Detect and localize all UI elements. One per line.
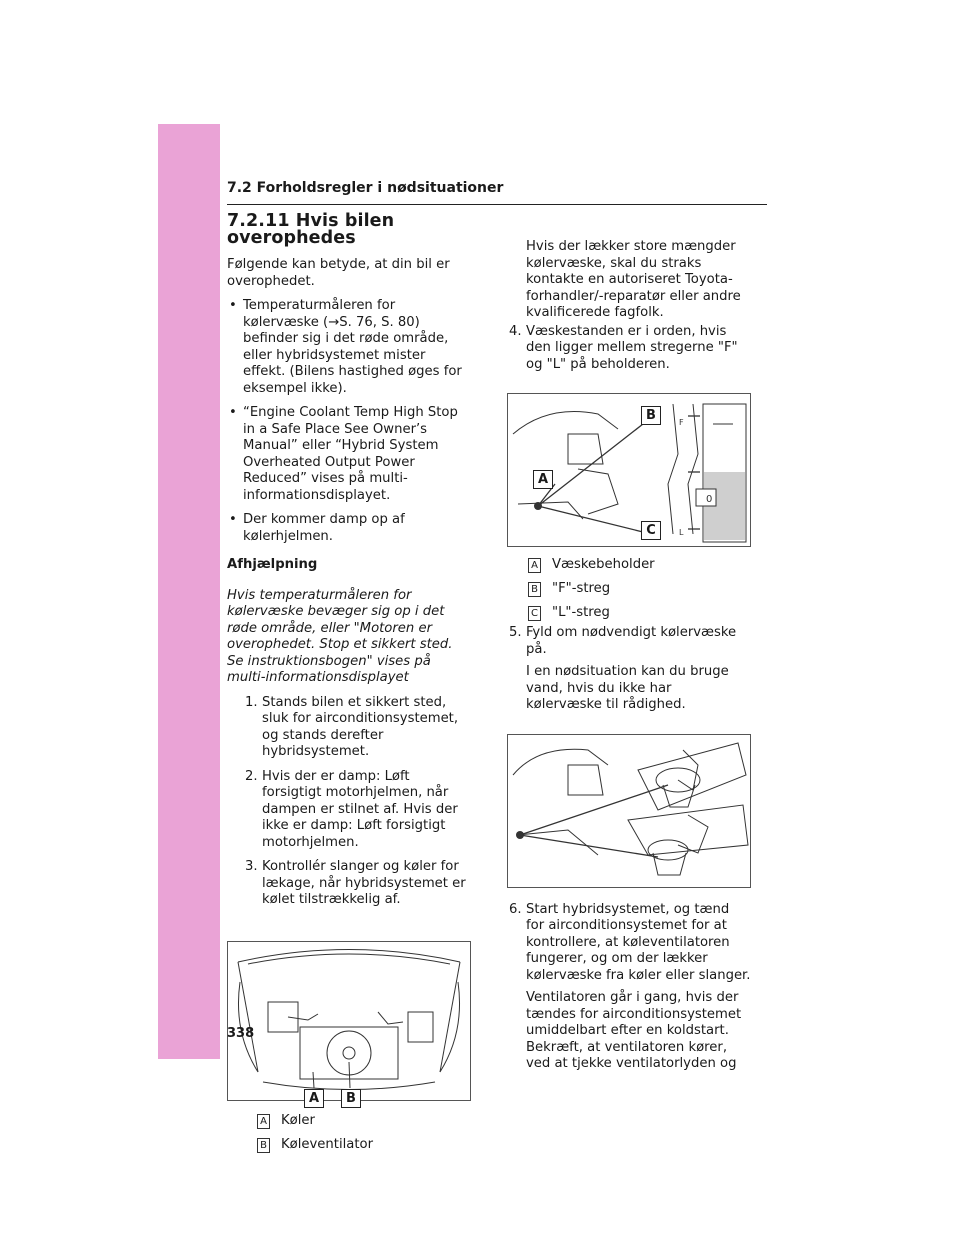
step5-note: I en nødsituation kan du bruge vand, hvis du ikke har kølervæske til rådighed.	[526, 664, 729, 712]
callout-b: B	[641, 406, 661, 425]
legend-item	[255, 1137, 471, 1155]
step-number: 5.	[509, 625, 522, 640]
legend-key: B	[528, 582, 541, 597]
section-header	[227, 178, 767, 205]
legend-label: Køleventilator	[281, 1136, 374, 1152]
svg-text:0: 0	[706, 494, 713, 505]
remedy-heading: Afhjælpning	[227, 557, 318, 572]
step-number: 1.	[245, 694, 258, 710]
legend-key: A	[528, 558, 541, 573]
intro-text: Følgende kan betyde, at din bil er overophedet.	[227, 257, 450, 289]
refill-figure	[507, 734, 751, 888]
l-mark: L	[679, 528, 684, 537]
step-number: 2.	[245, 768, 258, 784]
legend-item	[526, 581, 751, 599]
step-item	[243, 859, 471, 909]
step-text: Stands bilen et sikkert sted, sluk for airconditionsystemet, og stands derefter hybridsystemet.	[262, 694, 459, 759]
step-item	[243, 695, 471, 761]
bullet-text: “Engine Coolant Temp High Stop in a Safe Place See Owner’s Manual” eller “Hybrid System Overheated Output Power Reduced” vises på multi-informationsdisplayet.	[243, 405, 458, 503]
step6-note: Ventilatoren går i gang, hvis der tændes for airconditionsystemet umiddelbart efter en koldstart. Bekræft, at ventilatoren kører, ved at tjekke ventilatorlyden og	[526, 990, 742, 1071]
callout-b: B	[341, 1089, 361, 1108]
right-column	[507, 206, 751, 1073]
page-number: 338	[227, 1026, 255, 1041]
list-item	[227, 405, 471, 504]
radiator-illustration	[228, 942, 470, 1100]
reservoir-figure	[507, 393, 751, 547]
f-mark: F	[679, 418, 684, 427]
bullet-dot: •	[229, 405, 237, 420]
bullet-text: Temperaturmåleren for kølervæske (→S. 76, S. 80) befinder sig i det røde område, eller hybridsystemet mister effekt. (Bilens hastighed øges for eksempel ikke).	[243, 298, 462, 396]
legend-label: "L"-streg	[552, 605, 610, 620]
legend-label: Væskebeholder	[552, 557, 655, 572]
step3-continued: Hvis der lækker store mængder kølervæske, skal du straks kontakte en autoriseret Toyota-forhandler/-reparatør eller andre kvalificerede fagfolk.	[526, 239, 741, 320]
step-text: Væskestanden er i orden, hvis den ligger mellem stregerne "F" og "L" på beholderen.	[526, 323, 738, 372]
step-number: 4.	[509, 323, 522, 339]
step-text: Start hybridsystemet, og tænd for airconditionsystemet for at kontrollere, at køleventilatoren fungerer, og om der lækker kølervæske fra køler eller slanger.	[526, 901, 751, 983]
condition-text: Hvis temperaturmåleren for kølervæske bevæger sig op i det røde område, eller "Motoren er overophedet. Stop et sikkert sted. Se instruktionsbogen" vises på multi-informationsdisplayet	[227, 587, 453, 685]
legend-item	[526, 605, 751, 623]
step-item	[507, 625, 751, 658]
section-header-text: 7.2 Forholdsregler i nødsituationer	[227, 180, 504, 196]
step-number: 3.	[245, 859, 258, 874]
legend-key: C	[528, 606, 541, 621]
bullet-dot: •	[229, 298, 237, 313]
step-item	[507, 324, 751, 374]
step-text: Fyld om nødvendigt kølervæske på.	[526, 625, 737, 657]
step-item	[243, 769, 471, 852]
step-text: Kontrollér slanger og køler for lækage, når hybridsystemet er kølet tilstrækkelig af.	[262, 859, 466, 907]
legend-item	[526, 557, 751, 575]
legend-label: Køler	[281, 1112, 315, 1128]
radiator-figure	[227, 941, 471, 1106]
chapter-tab	[158, 124, 220, 1059]
page-title: 7.2.11 Hvis bilen overophedes	[227, 211, 395, 248]
refill-illustration	[508, 735, 750, 887]
list-item	[227, 512, 471, 545]
callout-a: A	[304, 1089, 324, 1108]
legend-key: A	[257, 1114, 270, 1129]
callout-c: C	[641, 521, 661, 540]
left-column	[227, 206, 471, 1155]
step-number: 6.	[509, 901, 522, 917]
bullet-dot: •	[229, 512, 237, 527]
legend-label: "F"-streg	[552, 581, 611, 596]
list-item	[227, 298, 471, 397]
legend-key: B	[257, 1138, 270, 1153]
callout-a: A	[533, 470, 553, 489]
legend-item	[255, 1113, 471, 1131]
bullet-text: Der kommer damp op af kølerhjelmen.	[243, 512, 405, 544]
step-item	[507, 902, 751, 985]
step-text: Hvis der er damp: Løft forsigtigt motorhjelmen, når dampen er stilnet af. Hvis der ikke er damp: Løft forsigtigt motorhjelmen.	[262, 768, 458, 850]
